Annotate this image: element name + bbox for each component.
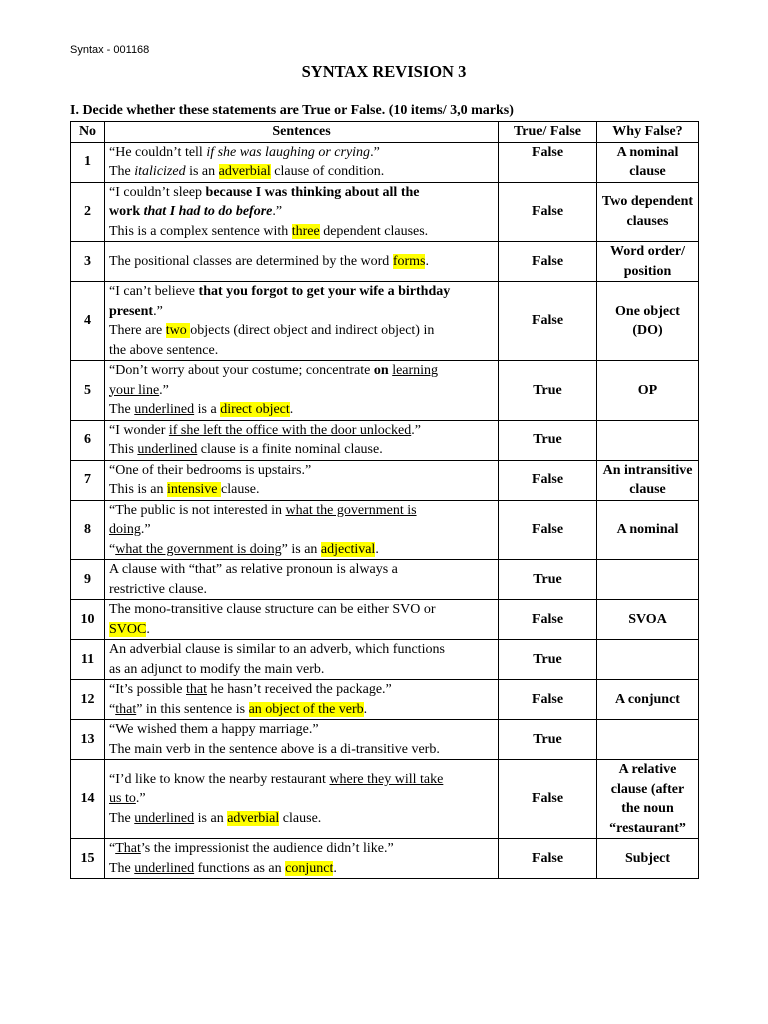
text-run: “Don’t worry about your costume; concentrate (109, 363, 374, 378)
answer-true-false: False (499, 242, 597, 282)
sentence-line (109, 400, 494, 420)
answer-why-false: SVOA (597, 600, 699, 640)
sentence-cell (105, 500, 499, 560)
table-row (71, 361, 699, 421)
sentence-line (109, 600, 494, 620)
sentence-cell (105, 720, 499, 760)
answer-true-false: False (499, 460, 597, 500)
row-number: 6 (71, 420, 105, 460)
answer-why-false: Subject (597, 839, 699, 879)
header-why-false: Why False? (597, 122, 699, 143)
text-run: . (425, 253, 429, 269)
text-run: . (375, 541, 379, 557)
text-run: The (109, 402, 135, 417)
sentence-cell (105, 142, 499, 182)
sentence-line (109, 540, 494, 560)
styled-text: adjectival (320, 541, 376, 557)
row-number: 14 (71, 760, 105, 839)
sentence-line (109, 321, 494, 341)
answer-why-false: A nominal (597, 500, 699, 560)
text-run: “I can’t believe (109, 284, 199, 299)
text-run: The (109, 810, 135, 826)
styled-text: that (186, 682, 207, 697)
sentence-line (109, 480, 494, 500)
answer-why-false: Two dependent clauses (597, 182, 699, 242)
styled-text: what the government is doing (115, 541, 282, 557)
text-run: .” (135, 791, 146, 807)
text-run: is an (194, 810, 228, 826)
text-run: The main verb in the sentence above is a di-transitive verb. (109, 741, 440, 757)
answer-true-false: False (499, 600, 597, 640)
text-run: ” in this sentence is (136, 701, 249, 717)
text-run: .” (140, 522, 151, 537)
styled-text: because I was thinking about all the (205, 184, 420, 200)
text-run: .” (272, 204, 283, 219)
text-run: “He couldn’t tell (109, 144, 207, 160)
styled-text: that (115, 701, 137, 717)
table-row (71, 760, 699, 839)
answer-why-false: An intransitive clause (597, 460, 699, 500)
sentence-line (109, 839, 494, 859)
styled-text: that I had to do before (143, 204, 273, 219)
styled-text: on (373, 363, 389, 378)
text-run: “ (109, 841, 116, 856)
text-run: . (146, 621, 150, 637)
answer-true-false: False (499, 142, 597, 182)
table-row (71, 460, 699, 500)
sentence-line (109, 440, 494, 460)
answer-true-false: False (499, 282, 597, 361)
sentence-line (109, 282, 494, 302)
sentence-cell (105, 839, 499, 879)
row-number: 3 (71, 242, 105, 282)
styled-text: adverbial (218, 164, 271, 179)
row-number: 13 (71, 720, 105, 760)
text-run: The positional classes are determined by the word (109, 253, 393, 269)
styled-text: present (109, 303, 154, 319)
text-run: A clause with “that” as relative pronoun is always a (109, 562, 398, 577)
sentence-line (109, 222, 494, 242)
styled-text: conjunct (285, 860, 334, 876)
sentence-cell (105, 460, 499, 500)
page-title: SYNTAX REVISION 3 (301, 62, 467, 81)
styled-text: That (115, 841, 141, 856)
styled-text: work (109, 204, 144, 219)
sentence-line (109, 252, 494, 272)
styled-text: that you forgot to get your wife a birthday (198, 284, 451, 299)
answer-why-false: A conjunct (597, 680, 699, 720)
answer-true-false: False (499, 760, 597, 839)
row-number: 8 (71, 500, 105, 560)
sentence-line (109, 162, 494, 182)
styled-text: two (165, 323, 191, 338)
text-run: .” (159, 382, 169, 398)
styled-text: italicized (134, 164, 186, 179)
styled-text: forms (392, 253, 426, 269)
header-true-false: True/ False (499, 122, 597, 143)
text-run: objects (direct object and indirect object) in (190, 323, 435, 338)
sentence-line (109, 859, 494, 879)
styled-text: SVOC (109, 621, 147, 637)
answer-why-false (597, 640, 699, 680)
styled-text: intensive (166, 482, 221, 497)
styled-text: underlined (134, 810, 195, 826)
sentence-cell (105, 760, 499, 839)
text-run: The (109, 164, 135, 179)
text-run: is an (185, 164, 219, 179)
text-run: “ (109, 701, 116, 717)
text-run: “One of their bedrooms is upstairs.” (109, 462, 312, 478)
answer-why-false (597, 720, 699, 760)
styled-text: underlined (134, 860, 195, 876)
styled-text: three (291, 223, 320, 239)
table-row (71, 420, 699, 460)
table-row (71, 142, 699, 182)
styled-text: learning (392, 363, 439, 378)
sentence-line (109, 640, 494, 660)
table-row (71, 500, 699, 560)
answer-why-false: Word order/ position (597, 242, 699, 282)
row-number: 10 (71, 600, 105, 640)
row-number: 12 (71, 680, 105, 720)
sentence-line (109, 501, 494, 521)
answer-true-false: True (499, 560, 597, 600)
sentence-line (109, 720, 494, 740)
table-row (71, 680, 699, 720)
sentence-line (109, 143, 494, 163)
row-number: 4 (71, 282, 105, 361)
sentence-line (109, 809, 494, 829)
answer-why-false (597, 560, 699, 600)
document-code: Syntax - 001168 (70, 44, 150, 56)
text-run: ” is an (281, 541, 321, 557)
sentence-cell (105, 361, 499, 421)
sentence-cell (105, 600, 499, 640)
answer-true-false: True (499, 420, 597, 460)
text-run: “ (109, 541, 116, 557)
text-run: An adverbial clause is similar to an adverb, which functions (109, 642, 445, 657)
answer-true-false: True (499, 361, 597, 421)
sentence-line (109, 461, 494, 481)
text-run: .” (153, 303, 163, 319)
text-run: There are (109, 323, 166, 338)
text-run: “I wonder (109, 422, 169, 438)
sentence-line (109, 302, 494, 322)
row-number: 9 (71, 560, 105, 600)
text-run: the above sentence. (109, 342, 219, 358)
text-run: as an adjunct to modify the main verb. (109, 661, 325, 677)
answer-why-false: OP (597, 361, 699, 421)
answer-why-false: One object (DO) (597, 282, 699, 361)
table-row (71, 720, 699, 760)
styled-text: direct object (220, 402, 290, 417)
table-row (71, 182, 699, 242)
answer-true-false: False (499, 500, 597, 560)
sentence-line (109, 341, 494, 361)
sentence-line (109, 700, 494, 720)
answer-true-false: False (499, 839, 597, 879)
sentence-line (109, 381, 494, 401)
styled-text: underlined (134, 402, 195, 417)
row-number: 15 (71, 839, 105, 879)
text-run: .” (370, 144, 380, 160)
sentence-line (109, 740, 494, 760)
sentence-cell (105, 420, 499, 460)
sentence-line (109, 789, 494, 809)
text-run: clause. (221, 482, 260, 497)
text-run: .” (411, 422, 421, 438)
text-run: dependent clauses. (319, 223, 429, 239)
section-instruction: I. Decide whether these statements are True or False. (10 items/ 3,0 marks) (70, 103, 514, 118)
table-row (71, 282, 699, 361)
text-run: The (109, 860, 135, 876)
row-number: 1 (71, 142, 105, 182)
answer-true-false: False (499, 680, 597, 720)
text-run: functions as an (194, 860, 286, 876)
styled-text: adverbial (227, 810, 280, 826)
text-run: clause of condition. (270, 164, 385, 179)
header-no: No (71, 122, 105, 143)
styled-text: if she was laughing or crying (206, 144, 371, 160)
text-run: This is an (109, 482, 167, 497)
row-number: 7 (71, 460, 105, 500)
styled-text: if she left the office with the door unlocked (168, 422, 412, 438)
text-run: ’s the impressionist the audience didn’t like.” (140, 841, 394, 856)
text-run: clause is a finite nominal clause. (197, 442, 383, 457)
text-run: . (289, 402, 294, 417)
answer-why-false: A relative clause (after the noun “restaurant” (597, 760, 699, 839)
sentence-line (109, 660, 494, 680)
sentence-line (109, 560, 494, 580)
styled-text: an object of the verb (248, 701, 364, 717)
sentence-line (109, 361, 494, 381)
table-row (71, 640, 699, 680)
styled-text: underlined (137, 442, 198, 457)
styled-text: us to (109, 791, 136, 807)
table-row (71, 560, 699, 600)
text-run: . (363, 701, 368, 717)
text-run: clause. (279, 810, 322, 826)
row-number: 2 (71, 182, 105, 242)
text-run: . (333, 860, 337, 876)
text-run: he hasn’t received the package.” (207, 682, 392, 697)
text-run: is a (194, 402, 221, 417)
sentence-cell (105, 680, 499, 720)
sentence-cell (105, 182, 499, 242)
styled-text: doing (109, 522, 141, 537)
sentence-cell (105, 640, 499, 680)
table-header-row (71, 122, 699, 143)
row-number: 5 (71, 361, 105, 421)
quiz-table (70, 121, 699, 879)
sentence-line (109, 580, 494, 600)
table-row (71, 600, 699, 640)
styled-text: where they will take (329, 771, 444, 787)
sentence-line (109, 680, 494, 700)
sentence-cell (105, 282, 499, 361)
text-run: “The public is not interested in (109, 502, 286, 518)
sentence-line (109, 202, 494, 222)
sentence-line (109, 421, 494, 441)
sentence-cell (105, 242, 499, 282)
text-run: “I couldn’t sleep (109, 184, 206, 200)
answer-true-false: True (499, 640, 597, 680)
text-run: “We wished them a happy marriage.” (109, 722, 319, 737)
text-run: This (109, 442, 138, 457)
text-run: The mono-transitive clause structure can be either SVO or (109, 602, 436, 617)
text-run: restrictive clause. (109, 581, 207, 597)
answer-true-false: False (499, 182, 597, 242)
answer-true-false: True (499, 720, 597, 760)
text-run: “I’d like to know the nearby restaurant (109, 771, 330, 787)
styled-text: your line (109, 382, 160, 398)
sentence-line (109, 183, 494, 203)
header-sentences: Sentences (105, 122, 499, 143)
text-run: This is a complex sentence with (109, 223, 292, 239)
table-row (71, 242, 699, 282)
sentence-cell (105, 560, 499, 600)
sentence-line (109, 770, 494, 790)
row-number: 11 (71, 640, 105, 680)
quiz-table-body (71, 142, 699, 879)
sentence-line (109, 620, 494, 640)
answer-why-false: A nominal clause (597, 142, 699, 182)
table-row (71, 839, 699, 879)
answer-why-false (597, 420, 699, 460)
sentence-line (109, 520, 494, 540)
styled-text: what the government is (285, 502, 417, 518)
text-run: “It’s possible (109, 682, 186, 697)
